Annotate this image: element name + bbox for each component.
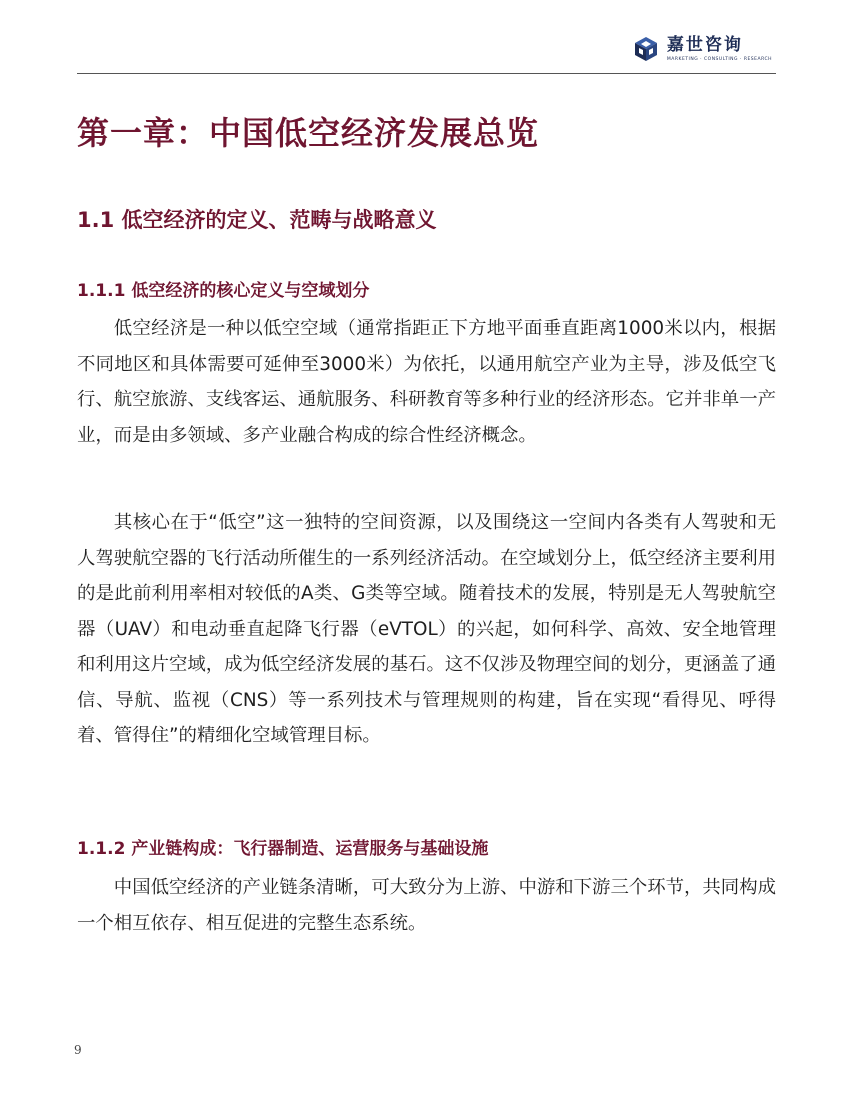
subsection-title-1-1-2: 1.1.2 产业链构成：飞行器制造、运营服务与基础设施	[77, 839, 489, 859]
brand-name: 嘉世咨询	[666, 35, 743, 55]
header-divider	[77, 73, 776, 74]
header-logo	[633, 36, 772, 62]
logo-text	[667, 36, 772, 62]
page-number: 9	[74, 1043, 82, 1057]
subsection-title-1-1-1: 1.1.1 低空经济的核心定义与空域划分	[77, 281, 370, 301]
chapter-title: 第一章：中国低空经济发展总览	[77, 114, 540, 152]
brand-tagline: MARKETING · CONSULTING · RESEARCH	[666, 57, 772, 62]
body-paragraph: 其核心在于“低空”这一独特的空间资源，以及围绕这一空间内各类有人驾驶和无人驾驶航空器的飞行活动所催生的一系列经济活动。在空域划分上，低空经济主要利用的是此前利用率相对较低的A类、G类等空域。随着技术的发展，特别是无人驾驶航空器（UAV）和电动垂直起降飞行器（eVTOL）的兴起，如何科学、高效、安全地管理和利用这片空域，成为低空经济发展的基石。这不仅涉及物理空间的划分，更涵盖了通信、导航、监视（CNS）等一系列技术与管理规则的构建，旨在实现“看得见、呼得着、管得住”的精细化空域管理目标。	[77, 512, 776, 746]
body-paragraph: 中国低空经济的产业链条清晰，可大致分为上游、中游和下游三个环节，共同构成一个相互依存、相互促进的完整生态系统。	[77, 877, 776, 934]
body-paragraph: 低空经济是一种以低空空域（通常指距正下方地平面垂直距离1000米以内，根据不同地区和具体需要可延伸至3000米）为依托，以通用航空产业为主导，涉及低空飞行、航空旅游、支线客运、通航服务、科研教育等多种行业的经济形态。它并非单一产业，而是由多领域、多产业融合构成的综合性经济概念。	[77, 318, 776, 446]
cube-logo-icon	[633, 36, 659, 62]
section-title: 1.1 低空经济的定义、范畴与战略意义	[77, 208, 437, 232]
